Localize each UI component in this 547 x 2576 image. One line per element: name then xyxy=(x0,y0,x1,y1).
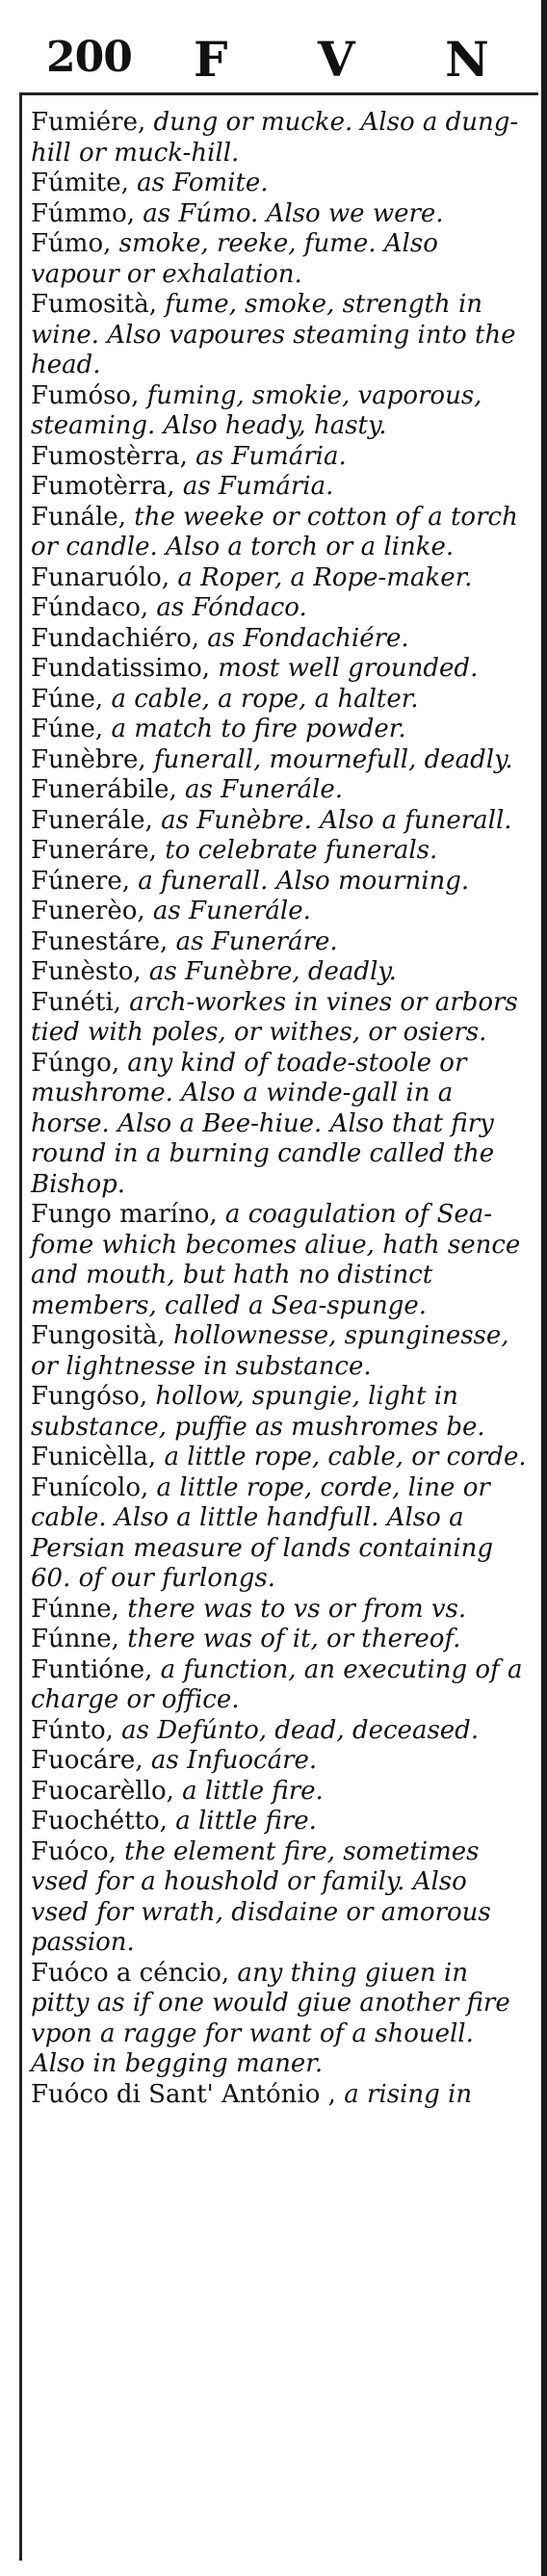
entry-definition: funerall, mournefull, deadly. xyxy=(145,744,513,774)
entry-definition: a little rope, cable, or corde. xyxy=(156,1443,527,1471)
entry-definition: dung or mucke. Also a dung-hill or muck-hill. xyxy=(31,108,519,168)
entry-headword: Funtióne, xyxy=(31,1654,153,1684)
dictionary-entry xyxy=(31,593,532,624)
entry-headword: Fuóco di Sant' António , xyxy=(31,2079,345,2109)
dictionary-entry xyxy=(31,1959,532,2080)
entry-definition: smoke, reeke, fume. Also vapour or exhalation. xyxy=(31,229,438,289)
entry-definition: there was of it, or thereof. xyxy=(118,1625,461,1653)
entry-headword: Funèbre, xyxy=(31,744,146,774)
dictionary-entry xyxy=(31,563,532,594)
dictionary-entry xyxy=(31,108,532,169)
page-edge-rule xyxy=(541,0,547,2576)
entry-headword: Fumiére, xyxy=(31,108,146,137)
entry-headword: Fuóco a céncio, xyxy=(31,1958,230,1988)
entry-definition: the weeke or cotton of a torch or candle. Also a torch or a linke. xyxy=(31,502,518,561)
entry-headword: Fumotèrra, xyxy=(31,472,183,501)
dictionary-entry xyxy=(31,1746,532,1777)
dictionary-entry xyxy=(31,624,532,655)
entry-definition: fuming, smokie, vaporous, steaming. Also heady, hasty. xyxy=(31,380,482,440)
entry-headword: Fungóso, xyxy=(31,1382,148,1411)
dictionary-entry xyxy=(31,806,532,837)
entry-headword: Funerèo, xyxy=(31,897,153,925)
entry-headword: Funèsto, xyxy=(31,957,149,986)
entry-headword: Fúne, xyxy=(31,684,104,714)
entry-definition: a coagulation of Sea-fome which becomes aliue, hath sence and mouth, but hath no distinct members, called a Sea-spunge. xyxy=(31,1200,521,1320)
entry-headword: Funaruólo, xyxy=(31,562,170,592)
dictionary-entry xyxy=(31,957,532,988)
entry-definition: as Funeráre. xyxy=(175,926,338,956)
dictionary-entry xyxy=(31,715,532,745)
entry-definition: as Fumária. xyxy=(182,472,334,501)
running-head: F V N xyxy=(194,31,526,88)
dictionary-entry xyxy=(31,290,532,381)
entry-headword: Fuocáre, xyxy=(31,1746,151,1775)
entry-headword: Fungosità, xyxy=(31,1321,166,1350)
dictionary-entry xyxy=(31,1837,532,1959)
dictionary-entry xyxy=(31,1382,532,1443)
entry-definition: a rising in xyxy=(344,2079,473,2109)
entry-headword: Funicèlla, xyxy=(31,1443,157,1471)
entry-definition: a little rope, corde, line or cable. Also a little handfull. Also a Persian measure of lands containing 60. of our furlongs. xyxy=(31,1472,494,1593)
dictionary-entry xyxy=(31,1473,532,1595)
dictionary-entry xyxy=(31,381,532,442)
entry-definition: a funerall. Also mourning. xyxy=(130,866,470,896)
dictionary-entry xyxy=(31,1049,532,1201)
entry-headword: Fúngo, xyxy=(31,1048,120,1078)
page-header xyxy=(25,25,526,98)
entry-definition: a little fire. xyxy=(167,1807,317,1835)
entry-headword: Fungo maríno, xyxy=(31,1200,225,1229)
entry-definition: as Defúnto, dead, deceased. xyxy=(121,1715,480,1745)
dictionary-entry xyxy=(31,199,532,230)
dictionary-entry xyxy=(31,229,532,290)
entry-definition: there was to vs or from vs. xyxy=(118,1594,467,1624)
entry-headword: Fuocarèllo, xyxy=(31,1776,174,1806)
entry-headword: Funále, xyxy=(31,502,126,532)
entry-definition: as Funèbre. Also a funerall. xyxy=(161,805,512,835)
entry-headword: Fúmmo, xyxy=(31,198,143,228)
entry-definition: a little fire. xyxy=(173,1776,324,1806)
dictionary-entry xyxy=(31,1655,532,1716)
dictionary-entry xyxy=(31,988,532,1049)
entry-headword: Fundachiéro, xyxy=(31,623,208,653)
dictionary-entry xyxy=(31,836,532,867)
entry-list xyxy=(31,108,532,2110)
entry-headword: Funícolo, xyxy=(31,1472,149,1502)
entry-definition: the element fire, sometimes vsed for a houshold or family. Also vsed for wrath, disdaine or amorous passion. xyxy=(31,1836,491,1957)
entry-headword: Fumóso, xyxy=(31,380,140,410)
entry-definition: any thing giuen in pitty as if one would giue another fire vpon a ragge for want of a shouell. Also in begging maner. xyxy=(31,1958,510,2078)
entry-definition: as Fomite. xyxy=(137,169,269,197)
entry-headword: Fúne, xyxy=(31,715,104,743)
entry-headword: Fúnne, xyxy=(31,1594,119,1624)
dictionary-entry xyxy=(31,1595,532,1626)
entry-headword: Fúnne, xyxy=(31,1625,119,1653)
dictionary-entry xyxy=(31,503,532,563)
entry-headword: Fúndaco, xyxy=(31,593,157,622)
entry-headword: Fundatissimo, xyxy=(31,654,211,683)
entry-headword: Fumosità, xyxy=(31,290,157,319)
dictionary-entry xyxy=(31,1321,532,1382)
dictionary-entry xyxy=(31,775,532,806)
entry-headword: Funestáre, xyxy=(31,926,176,956)
entry-definition: as Fóndaco. xyxy=(156,593,307,622)
entry-definition: a Roper, a Rope-maker. xyxy=(169,562,473,592)
dictionary-entry xyxy=(31,927,532,958)
dictionary-entry xyxy=(31,1807,532,1837)
entry-headword: Fuóco, xyxy=(31,1836,117,1866)
dictionary-entry xyxy=(31,1777,532,1808)
dictionary-entry xyxy=(31,1200,532,1321)
entry-definition: hollownesse, spunginesse, or lightnesse in substance. xyxy=(31,1321,509,1381)
entry-headword: Funéti, xyxy=(31,987,121,1017)
entry-definition: as Infuocáre. xyxy=(150,1746,318,1775)
entry-headword: Funerábile, xyxy=(31,775,186,804)
entry-definition: as Funerále. xyxy=(185,775,343,804)
dictionary-entry xyxy=(31,654,532,685)
entry-definition: as Fondachiére. xyxy=(207,623,409,653)
entry-definition: a cable, a rope, a halter. xyxy=(103,684,419,714)
entry-definition: hollow, spungie, light in substance, puffie as mushromes be. xyxy=(31,1382,485,1442)
dictionary-entry xyxy=(31,442,532,473)
entry-definition: a function, an executing of a charge or office. xyxy=(31,1654,523,1714)
dictionary-entry xyxy=(31,1443,532,1473)
dictionary-entry xyxy=(31,867,532,898)
entry-headword: Fúmo, xyxy=(31,229,112,258)
dictionary-entry xyxy=(31,897,532,927)
dictionary-entry xyxy=(31,1625,532,1655)
page-number: 200 xyxy=(46,33,132,82)
entry-definition: a match to fire powder. xyxy=(103,715,406,743)
entry-definition: as Fúmo. Also we were. xyxy=(143,198,444,228)
dictionary-entry xyxy=(31,472,532,503)
entry-headword: Funeráre, xyxy=(31,836,157,865)
entry-definition: fume, smoke, strength in wine. Also vapoures steaming into the head. xyxy=(31,290,516,379)
entry-definition: as Funerále. xyxy=(152,897,311,925)
entry-definition: as Fumária. xyxy=(195,441,347,471)
entry-headword: Fúnto, xyxy=(31,1715,122,1745)
entry-headword: Fúmite, xyxy=(31,169,138,197)
entry-definition: as Funèbre, deadly. xyxy=(148,957,397,986)
entry-headword: Fumostèrra, xyxy=(31,441,196,471)
dictionary-entry xyxy=(31,169,532,199)
dictionary-entry xyxy=(31,685,532,716)
entry-headword: Fúnere, xyxy=(31,866,130,896)
entry-definition: most well grounded. xyxy=(210,654,479,683)
entry-definition: any kind of toade-stoole or mushrome. Also a winde-gall in a horse. Also a Bee-hiue. Also that firy round in a burning candle called the Bishop. xyxy=(31,1048,495,1199)
entry-headword: Fuochétto, xyxy=(31,1807,168,1835)
dictionary-entry xyxy=(31,1716,532,1747)
entry-headword: Funerále, xyxy=(31,805,162,835)
dictionary-entry xyxy=(31,2080,532,2111)
entry-definition: to celebrate funerals. xyxy=(156,836,438,865)
dictionary-entry xyxy=(31,745,532,776)
entry-definition: arch-workes in vines or arbors tied with poles, or withes, or osiers. xyxy=(31,987,518,1047)
